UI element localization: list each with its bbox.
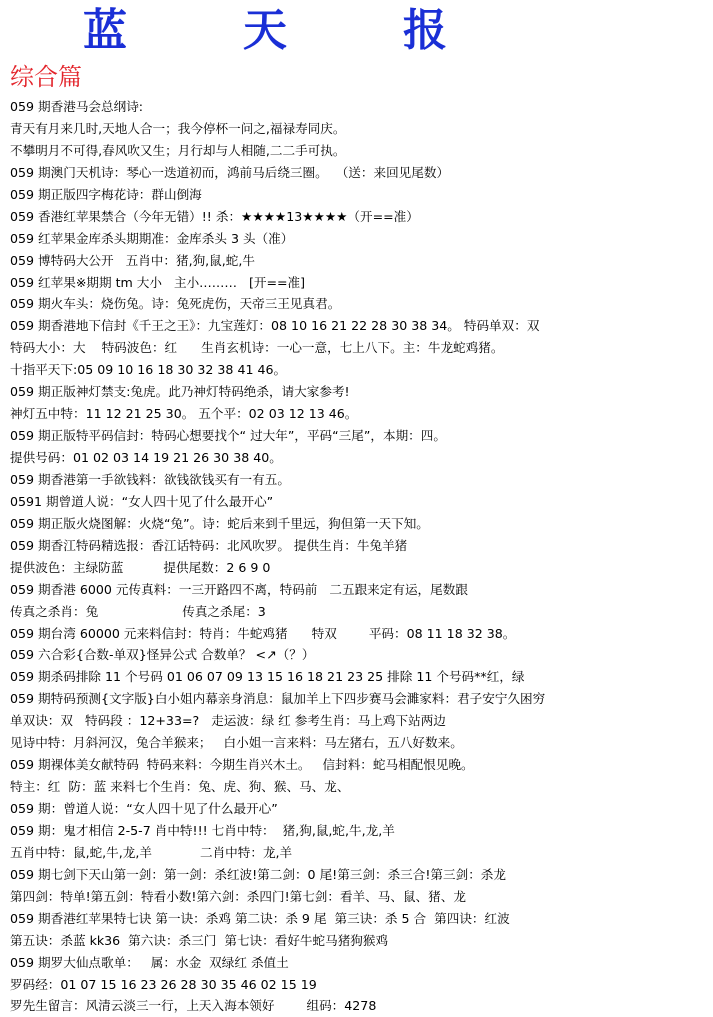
text-line: 059 期正版特平码信封：特码心想要找个“ 过大年”，平码“三尾”，本期：四。: [10, 428, 446, 444]
text-line: 提供号码：01 02 03 14 19 21 26 30 38 40。: [10, 450, 282, 465]
text-line: 059 期香港地下信封《千王之王》：九宝莲灯：08 10 16 21 22 28 30 38 34。 特码单双：双: [10, 318, 540, 334]
content-lines: [10, 96, 710, 1017]
text-line: 059 红苹果※期期 tm 大小 主小……… [开==准]: [10, 274, 306, 290]
text-line: 神灯五中特：11 12 21 25 30。 五个平：02 03 12 13 46。: [10, 406, 358, 422]
text-line: 特码大小：大 特码波色：红 生肖玄机诗：一心一意，七上八下。主：牛龙蛇鸡猪。: [10, 340, 504, 356]
text-line: 青天有月来几时,天地人合一；我今停杯一问之,福禄寿同庆。: [10, 120, 346, 136]
text-line: 十指平天下:05 09 10 16 18 30 32 38 41 46。: [10, 362, 287, 378]
title-char: 蓝: [83, 5, 127, 56]
text-line: 059 期香港马会总纲诗:: [10, 99, 144, 114]
text-line: 五肖中特：鼠,蛇,牛,龙,羊 二肖中特：龙,羊: [10, 844, 293, 860]
text-line: 059 期：鬼才相信 2-5-7 肖中特!!! 七肖中特： 猪,狗,鼠,蛇,牛,龙,羊: [10, 822, 395, 838]
text-line: 特主：红 防：蓝 来料七个生肖：兔、虎、狗、猴、马、龙、: [10, 779, 350, 795]
text-line: 059 期正版神灯禁支:兔虎。此乃神灯特码绝杀，请大家参考!: [10, 384, 350, 400]
text-line: 传真之杀肖：兔 传真之杀尾：3: [10, 603, 266, 619]
text-line: 059 期裸体美女献特码 特码来料：今期生肖兴木土。 信封料：蛇马相配恨见晚。: [10, 757, 474, 773]
text-line: 见诗中特：月斜河汉，兔合羊猴来； 白小姐一言来料：马左猪右，五八好数来。: [10, 735, 463, 751]
text-line: 059 期正版火烧图解：火烧“兔”。诗：蛇后来到千里远，狗但第一天下知。: [10, 515, 429, 531]
text-line: 059 期：曾道人说：“女人四十见了什么最开心”: [10, 801, 278, 816]
text-line: 罗先生留言：风清云淡三一行，上天入海本领好 组码：4278: [10, 998, 377, 1014]
page-title: [0, 2, 713, 60]
text-line: 第四剑：特单!第五剑：特看小数!第六剑：杀四门!第七剑：看羊、马、鼠、猪、龙: [10, 888, 466, 904]
text-line: 059 期香江特码精选报：香江话特码：北风吹罗。 提供生肖：牛兔羊猪: [10, 537, 408, 553]
text-line: 单双诀：双 特码段 ：12+33=? 走运波：绿 红 参考生肖：马上鸡下站两边: [10, 713, 446, 729]
text-line: 059 红苹果金库杀头期期准：金库杀头 3 头（准）: [10, 230, 294, 246]
text-line: 罗码经：01 07 15 16 23 26 28 30 35 46 02 15 19: [10, 976, 317, 992]
text-line: 不攀明月不可得,春风吹又生；月行却与人相随,二二手可执。: [10, 142, 346, 158]
title-char: 天: [243, 5, 287, 56]
text-line: 059 博特码大公开 五肖中：猪,狗,鼠,蛇,牛: [10, 252, 255, 268]
text-line: 059 期罗大仙点歌单： 属：水金 双绿红 杀值土: [10, 954, 289, 970]
text-line: 059 期火车头：烧伤兔。诗：兔死虎伤，天帝三王见真君。: [10, 296, 341, 312]
text-line: 059 期澳门天机诗：琴心一迭道初而，鸿前马后绕三圈。 （送：来回见尾数）: [10, 164, 450, 180]
text-line: 第五诀：杀蓝 kk36 第六诀：杀三门 第七诀：看好牛蛇马猪狗猴鸡: [10, 932, 389, 948]
section-heading: 综合篇: [10, 63, 82, 91]
text-line: 059 香港红苹果禁合（今年无错）!! 杀：★★★★13★★★★（开==准）: [10, 208, 419, 224]
text-line: 059 期台湾 60000 元来料信封：特肖：牛蛇鸡猪 特双 平码：08 11 18 32 38。: [10, 625, 516, 641]
text-line: 059 期香港红苹果特七诀 第一诀：杀鸡 第二诀：杀 9 尾 第三诀：杀 5 合 第四诀：红波: [10, 910, 510, 926]
text-line: 059 期香港 6000 元传真料：一三开路四不离，特码前 二五跟来定有运，尾数跟: [10, 581, 468, 597]
text-line: 提供波色：主绿防蓝 提供尾数：2 6 9 0: [10, 559, 271, 575]
title-char: 报: [403, 5, 447, 56]
text-line: 059 六合彩{合数-单双}怪异公式 合数单？ <↗（？）: [10, 647, 315, 663]
text-line: 059 期杀码排除 11 个号码 01 06 07 09 13 15 16 18 21 23 25 排除 11 个号码**红，绿: [10, 669, 525, 685]
text-line: 0591 期曾道人说：“女人四十见了什么最开心”: [10, 493, 274, 509]
text-line: 059 期正版四字梅花诗：群山倒海: [10, 186, 202, 202]
text-line: 059 期七剑下天山第一剑：第一剑：杀红波!第二剑：0 尾!第三剑：杀三合!第三剑：杀龙: [10, 866, 506, 882]
text-line: 059 期香港第一手欲钱料：欲钱欲钱买有一有五。: [10, 471, 290, 487]
text-line: 059 期特码预测{文字版}白小姐内幕亲身消息：鼠加羊上下四步赛马会濉家料：君子安宁久困穷: [10, 691, 546, 707]
